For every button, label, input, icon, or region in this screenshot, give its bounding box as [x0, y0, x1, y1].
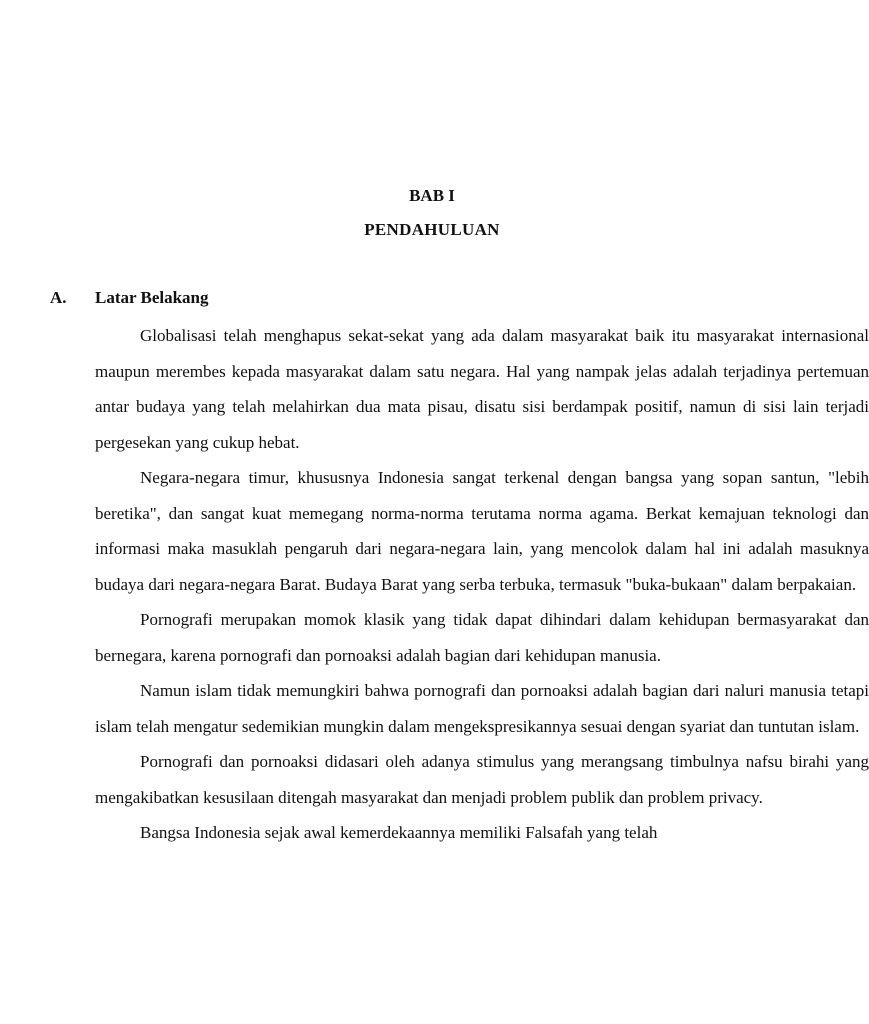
paragraph: Pornografi merupakan momok klasik yang tidak dapat dihindari dalam kehidupan bermasyarakat dan bernegara, karena pornografi dan pornoaksi adalah bagian dari kehidupan manusia.: [95, 610, 869, 665]
body-text: [95, 318, 869, 851]
paragraph: Globalisasi telah menghapus sekat-sekat yang ada dalam masyarakat baik itu masyarakat internasional maupun merembes kepada masyarakat dalam satu negara. Hal yang nampak jelas adalah terjadinya pertemuan antar budaya yang telah melahirkan dua mata pisau, disatu sisi berdampak positif, namun di sisi lain terjadi pergesekan yang cukup hebat.: [95, 326, 869, 452]
paragraph: Negara-negara timur, khususnya Indonesia sangat terkenal dengan bangsa yang sopan santun, "lebih beretika", dan sangat kuat memegang norma-norma terutama norma agama. Berkat kemajuan teknologi dan informasi maka masuklah pengaruh dari negara-negara lain, yang mencolok dalam hal ini adalah masuknya budaya dari negara-negara Barat. Budaya Barat yang serba terbuka, termasuk "buka-bukaan" dalam berpakaian.: [95, 468, 869, 594]
paragraph-cut-off: Bangsa Indonesia sejak awal kemerdekaannya memiliki Falsafah yang telah: [140, 823, 658, 842]
section-title: Latar Belakang: [95, 288, 209, 307]
paragraph: Pornografi dan pornoaksi didasari oleh adanya stimulus yang merangsang timbulnya nafsu birahi yang mengakibatkan kesusilaan ditengah masyarakat dan menjadi problem publik dan problem privacy.: [95, 752, 869, 807]
page-fade-overlay: [0, 918, 768, 940]
section-number: A.: [50, 288, 67, 307]
paragraph: Namun islam tidak memungkiri bahwa pornografi dan pornoaksi adalah bagian dari naluri manusia tetapi islam telah mengatur sedemikian mungkin dalam mengekspresikannya sesuai dengan syariat dan tuntutan islam.: [95, 681, 869, 736]
chapter-heading: BAB I: [409, 186, 455, 205]
page-bottom-blank: [0, 938, 768, 1024]
chapter-title: PENDAHULUAN: [364, 220, 500, 239]
